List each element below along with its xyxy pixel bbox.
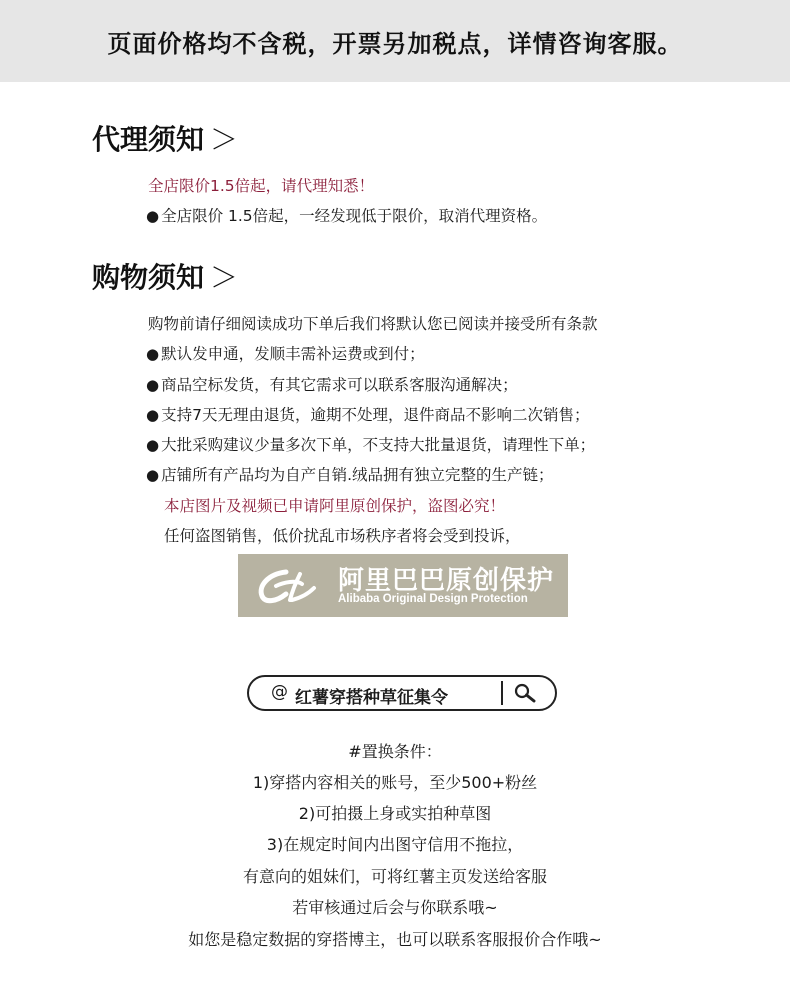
shopping-intro: 购物前请仔细阅读成功下单后我们将默认您已阅读并接受所有条款 (148, 315, 598, 333)
shopping-notice-title: 购物须知 (92, 261, 205, 294)
condition-line: 如您是稳定数据的穿搭博主，也可以联系客服报价合作哦~ (188, 930, 602, 949)
shopping-rule-text: 大批采购建议少量多次下单，不支持大批量退货，请理性下单； (161, 436, 596, 454)
chevron-right-icon: ＞ (210, 123, 239, 156)
agent-notice-title: 代理须知 (92, 123, 205, 156)
condition-line: 有意向的姐妹们，可将红薯主页发送给客服 (242, 867, 547, 886)
shopping-rule-item (146, 403, 589, 425)
campaign-title: 红薯穿搭种草征集令 (295, 688, 448, 708)
condition-line: 若审核通过后会与你联系哦~ (292, 898, 498, 917)
bullet-icon: ● (146, 345, 160, 363)
bullet-icon: ● (146, 207, 160, 225)
shopping-rule-item (146, 373, 518, 395)
badge-title-en: Alibaba Original Design Protection (338, 593, 528, 605)
condition-line: 3)在规定时间内出图守信用不拖拉， (266, 835, 524, 854)
agent-rule-item (146, 204, 547, 226)
search-icon[interactable] (513, 682, 537, 704)
shopping-rule-item (146, 433, 595, 455)
condition-line: 2)可拍摄上身或实拍种草图 (298, 804, 492, 823)
shopping-notice-heading (92, 256, 238, 296)
alibaba-protection-badge (238, 554, 568, 617)
condition-line: 1)穿搭内容相关的账号，至少500+粉丝 (252, 773, 538, 792)
image-protection-notice: 本店图片及视频已申请阿里原创保护，盗图必究！ (164, 497, 506, 515)
bullet-icon: ● (146, 376, 160, 394)
campaign-search-bar[interactable] (247, 675, 557, 711)
at-symbol: @ (271, 682, 288, 702)
shopping-rule-text: 商品空标发货，有其它需求可以联系客服沟通解决； (161, 376, 518, 394)
anti-theft-note: 任何盗图销售，低价扰乱市场秩序者将会受到投诉， (164, 527, 521, 545)
agent-price-notice: 全店限价1.5倍起，请代理知悉！ (148, 177, 375, 195)
shopping-rule-text: 默认发申通，发顺丰需补运费或到付； (161, 345, 425, 363)
bullet-icon: ● (146, 466, 160, 484)
badge-title-cn: 阿里巴巴原创保护 (338, 566, 555, 596)
shopping-rule-text: 店铺所有产品均为自产自销.绒品拥有独立完整的生产链； (161, 466, 554, 484)
bullet-icon: ● (146, 406, 160, 424)
chevron-right-icon: ＞ (210, 261, 239, 294)
conditions-title: #置换条件： (348, 742, 442, 761)
tax-notice-banner (0, 0, 790, 82)
pill-divider (501, 681, 503, 705)
alibaba-logo-icon (256, 564, 318, 608)
shopping-rule-item (146, 342, 425, 364)
tax-notice-text: 页面价格均不含税，开票另加税点，详情咨询客服。 (107, 29, 683, 58)
agent-notice-heading (92, 118, 238, 158)
agent-rule-text: 全店限价 1.5倍起，一经发现低于限价，取消代理资格。 (161, 207, 548, 225)
bullet-icon: ● (146, 436, 160, 454)
shopping-rule-item (146, 463, 554, 485)
shopping-rule-text: 支持7天无理由退货，逾期不处理，退件商品不影响二次销售； (161, 406, 590, 424)
